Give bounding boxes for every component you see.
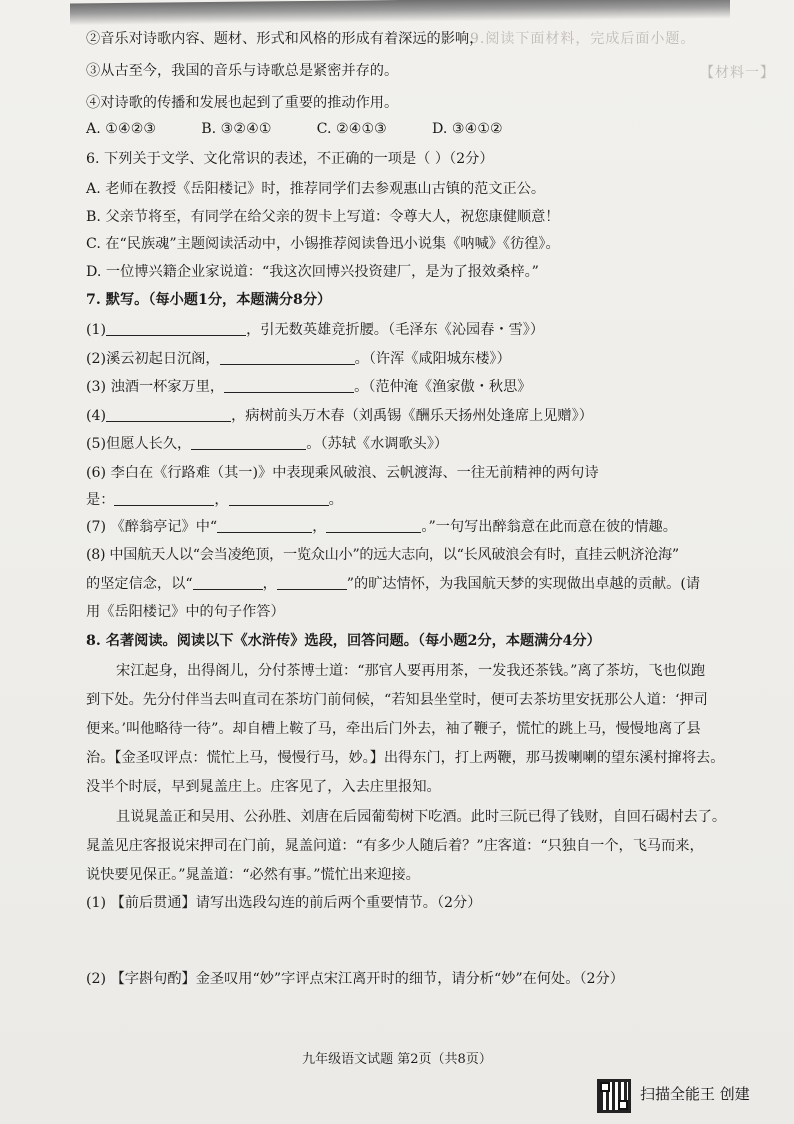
answer-blank[interactable] (193, 575, 263, 590)
dictation-item-6-answer: 是： ， 。 (86, 492, 343, 508)
answer-blank[interactable] (217, 518, 312, 533)
bleed-through-text: 【材料一】 (700, 65, 775, 81)
dictation-item-7: (7) 《醉翁亭记》中“ ， 。”一句写出醉翁意在此而意在彼的情趣。 (86, 519, 677, 535)
bleed-through-text: 9.阅读下面材料，完成后面小题。 (470, 31, 696, 47)
passage-line: 晁盖见庄客报说宋押司在门前，晁盖问道：“有多少人随后着？”庄客道：“只独自一个，飞马而来， (86, 838, 704, 854)
option-b: B. 父亲节将至，有同学在给父亲的贺卡上写道：令尊大人，祝您康健顺意！ (86, 209, 560, 225)
dictation-item: (2)溪云初起日沉阁， 。（许浑《咸阳城东楼》） (86, 351, 511, 367)
sub-question-1: (1) 【前后贯通】请写出选段勾连的前后两个重要情节。（2分） (86, 895, 482, 911)
dictation-item: (4) ，病树前头万木春（刘禹锡《酬乐天扬州处逢席上见赠》） (86, 408, 593, 424)
answer-blank[interactable] (220, 350, 355, 365)
page-footer: 九年级语文试题 第2页（共8页） (302, 1052, 492, 1067)
qr-code-icon (597, 1079, 631, 1113)
dictation-item-8-note: 用《岳阳楼记》中的句子作答） (86, 604, 285, 620)
dictation-item: (3) 浊酒一杯家万里， 。（范仲淹《渔家傲・秋思》 (86, 379, 532, 395)
passage-line: 治。【金圣叹评点：慌忙上马，慢慢行马，妙。】出得东门，打上两鞭，那马拨喇喇的望东溪村撺将去。 (86, 750, 725, 766)
passage-line: 便来。’叫他略待一待”。却自槽上鞍了马，牵出后门外去，袖了鞭子，慌忙的跳上马，慢慢地离了县 (86, 721, 701, 737)
option-d: D. 一位博兴籍企业家说道：“我这次回博兴投资建厂，是为了报效桑梓。” (86, 264, 539, 280)
answer-blank[interactable] (224, 378, 354, 393)
dictation-item-8: (8) 中国航天人以“会当凌绝顶，一览众山小”的远大志向，以“长风破浪会有时，直挂云帆济沧海” (86, 547, 679, 563)
dictation-item-8-answer: 的坚定信念，以“ ， ”的旷达情怀，为我国航天梦的实现做出卓越的贡献。(请 (86, 576, 701, 592)
text-line: ②音乐对诗歌内容、题材、形式和风格的形成有着深远的影响， (86, 31, 484, 47)
option-a: A. 老师在教授《岳阳楼记》时，推荐同学们去参观惠山古镇的范文正公。 (86, 181, 546, 197)
passage-line: 宋江起身，出得阁儿，分付茶博士道：“那官人要再用茶，一发我还茶钱。”离了茶坊，飞也似跑 (116, 663, 706, 679)
passage-line: 且说晁盖正和吴用、公孙胜、刘唐在后园葡萄树下吃酒。此时三阮已得了钱财，自回石碣村去了。 (116, 809, 727, 825)
answer-options: A. ①④②③ B. ③②④① C. ②④①③ D. ③④①② (86, 121, 503, 137)
binding-shadow (70, 0, 730, 25)
question-6: 6. 下列关于文学、文化常识的表述，不正确的一项是（ ）（2分） (86, 151, 494, 167)
dictation-item: (1) ，引无数英雄竞折腰。（毛泽东《沁园春・雪》） (86, 322, 545, 338)
answer-blank[interactable] (114, 491, 214, 506)
question-8-heading: 8. 名著阅读。阅读以下《水浒传》选段，回答问题。（每小题2分，本题满分4分） (86, 633, 601, 649)
scanner-watermark: 扫描全能王 创建 (640, 1085, 750, 1103)
text-line: ④对诗歌的传播和发展也起到了重要的推动作用。 (86, 95, 399, 111)
dictation-item-6: (6) 李白在《行路难（其一)》中表现乘风破浪、云帆渡海、一往无前精神的两句诗 (86, 465, 599, 481)
answer-blank[interactable] (106, 407, 231, 422)
answer-blank[interactable] (326, 518, 421, 533)
option-c: C. 在“民族魂”主题阅读活动中，小锡推荐阅读鲁迅小说集《呐喊》《彷徨》。 (86, 236, 560, 252)
text-line: ③从古至今，我国的音乐与诗歌总是紧密并存的。 (86, 63, 399, 79)
passage-line: 说快要见保正。”晁盖道：“必然有事。”慌忙出来迎接。 (86, 867, 420, 883)
answer-blank[interactable] (229, 491, 329, 506)
answer-blank[interactable] (191, 435, 306, 450)
sub-question-2: (2) 【字斟句酌】金圣叹用“妙”字评点宋江离开时的细节，请分析“妙”在何处。（2分） (86, 971, 624, 987)
question-7-heading: 7. 默写。（每小题1分，本题满分8分） (86, 292, 332, 308)
passage-line: 没半个时辰，早到晁盖庄上。庄客见了，入去庄里报知。 (86, 779, 441, 795)
dictation-item: (5)但愿人长久， 。（苏轼《水调歌头》） (86, 436, 449, 452)
answer-blank[interactable] (277, 575, 347, 590)
passage-line: 到下处。先分付伴当去叫直司在茶坊门前伺候，“若知县坐堂时，便可去茶坊里安抚那公人道：‘押司 (86, 692, 708, 708)
answer-blank[interactable] (106, 321, 246, 336)
